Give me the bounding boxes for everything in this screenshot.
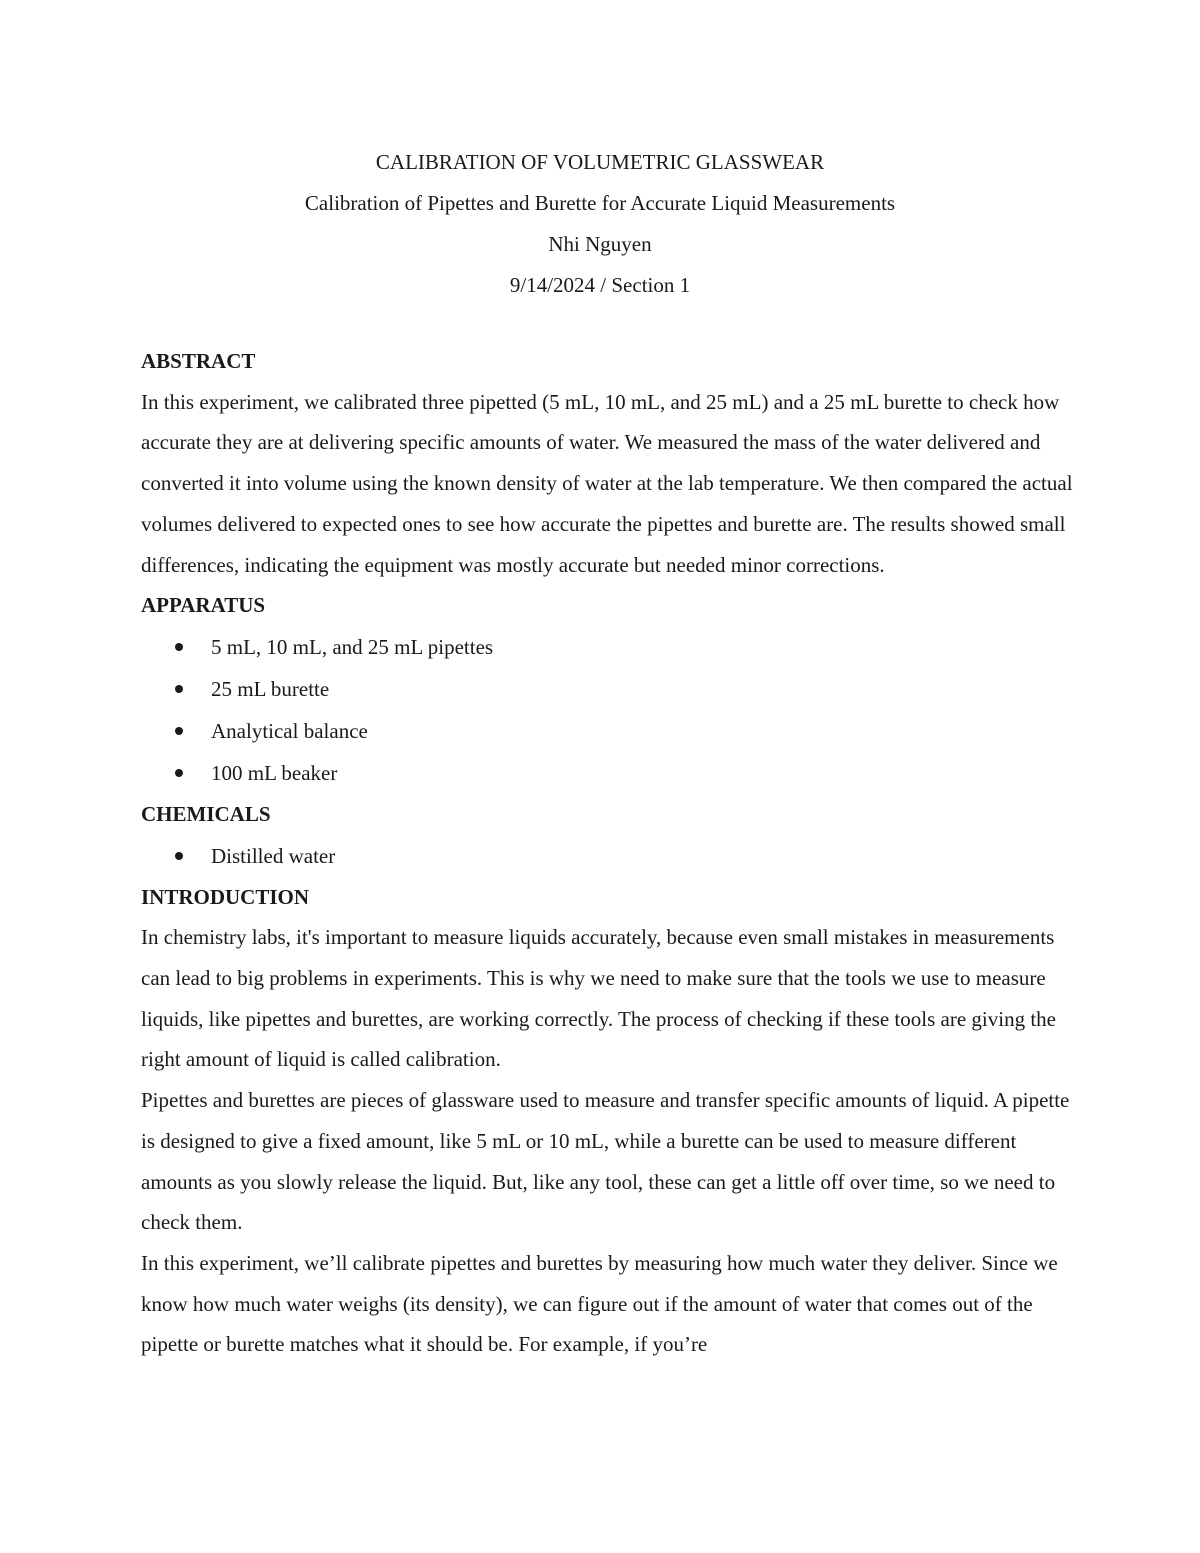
author-name: Nhi Nguyen	[548, 232, 652, 256]
document-subtitle: Calibration of Pipettes and Burette for Accurate Liquid Measurements	[304, 191, 896, 215]
list-item	[141, 668, 1081, 710]
introduction-paragraph-2: Pipettes and burettes are pieces of glassware used to measure and transfer specific amounts of liquid. A pipette is designed to give a fixed amount, like 5 mL or 10 mL, while a burette can be used to measure different amounts as you slowly release the liquid. But, like any tool, these can get a little off over time, so we need to check them.	[141, 1088, 1070, 1235]
list-item	[141, 710, 1081, 752]
date-section: 9/14/2024 / Section 1	[509, 273, 691, 297]
title-block	[0, 142, 1200, 306]
bullet-icon	[175, 685, 183, 693]
document-body	[141, 337, 1081, 1365]
chemicals-list	[141, 835, 1081, 877]
abstract-text: In this experiment, we calibrated three pipetted (5 mL, 10 mL, and 25 mL) and a 25 mL burette to check how accurate they are at delivering specific amounts of water. We measured the mass of the water delivered and converted it into volume using the known density of water at the lab temperature. We then compared the actual volumes delivered to expected ones to see how accurate the pipettes and burette are. The results showed small differences, indicating the equipment was mostly accurate but needed minor corrections.	[141, 389, 1073, 577]
list-item-text: 100 mL beaker	[211, 760, 338, 785]
list-item	[141, 626, 1081, 668]
document-title: CALIBRATION OF VOLUMETRIC GLASSWEAR	[375, 150, 825, 174]
apparatus-heading: APPARATUS	[141, 593, 266, 618]
bullet-icon	[175, 852, 183, 860]
introduction-paragraph-3: In this experiment, we’ll calibrate pipettes and burettes by measuring how much water they deliver. Since we know how much water weighs (its density), we can figure out if the amount of water that comes out of the pipette or burette matches what it should be. For example, if you’re	[141, 1250, 1058, 1357]
apparatus-list	[141, 626, 1081, 794]
bullet-icon	[175, 769, 183, 777]
bullet-icon	[175, 727, 183, 735]
introduction-paragraph-1: In chemistry labs, it's important to measure liquids accurately, because even small mistakes in measurements can lead to big problems in experiments. This is why we need to make sure that the tools we use to measure liquids, like pipettes and burettes, are working correctly. The process of checking if these tools are giving the right amount of liquid is called calibration.	[141, 925, 1056, 1072]
chemicals-heading: CHEMICALS	[141, 801, 271, 826]
list-item	[141, 752, 1081, 794]
list-item-text: 5 mL, 10 mL, and 25 mL pipettes	[211, 634, 494, 659]
introduction-heading: INTRODUCTION	[141, 884, 310, 909]
list-item-text: 25 mL burette	[211, 676, 330, 701]
list-item-text: Distilled water	[211, 843, 336, 868]
list-item	[141, 835, 1081, 877]
bullet-icon	[175, 643, 183, 651]
abstract-heading: ABSTRACT	[141, 349, 256, 373]
list-item-text: Analytical balance	[211, 718, 368, 743]
